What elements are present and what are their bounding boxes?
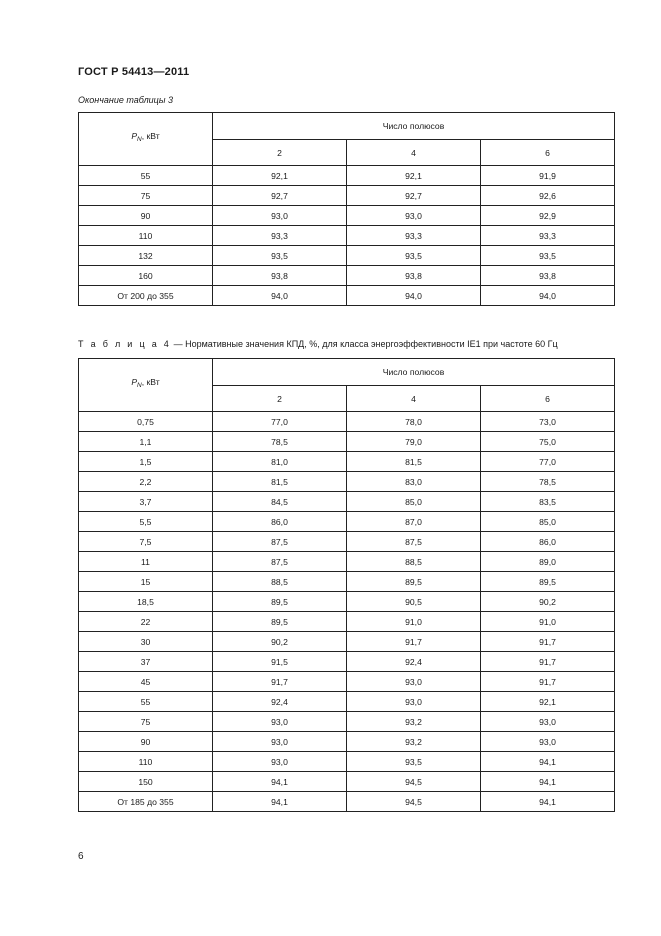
efficiency-cell: 88,5 — [213, 572, 347, 592]
efficiency-cell: 94,5 — [347, 792, 481, 812]
efficiency-cell: 91,7 — [481, 652, 615, 672]
table-row — [79, 166, 615, 186]
power-cell: 90 — [79, 206, 213, 226]
efficiency-cell: 94,0 — [347, 286, 481, 306]
table-row — [79, 652, 615, 672]
table3-body — [79, 166, 615, 306]
table-row — [79, 206, 615, 226]
efficiency-cell: 93,3 — [213, 226, 347, 246]
power-cell: 18,5 — [79, 592, 213, 612]
efficiency-cell: 93,0 — [213, 752, 347, 772]
table3-caption: Окончание таблицы 3 — [78, 95, 173, 105]
efficiency-cell: 93,8 — [213, 266, 347, 286]
efficiency-cell: 92,1 — [347, 166, 481, 186]
table4-pole-2: 2 — [213, 386, 347, 412]
efficiency-cell: 93,5 — [347, 752, 481, 772]
efficiency-cell: 78,5 — [481, 472, 615, 492]
efficiency-cell: 93,0 — [481, 712, 615, 732]
efficiency-cell: 87,0 — [347, 512, 481, 532]
table-row — [79, 452, 615, 472]
efficiency-cell: 91,0 — [347, 612, 481, 632]
power-cell: 11 — [79, 552, 213, 572]
table4-caption — [78, 339, 558, 349]
table-row — [79, 286, 615, 306]
power-cell: От 185 до 355 — [79, 792, 213, 812]
efficiency-cell: 92,4 — [347, 652, 481, 672]
table4-poles-header: Число полюсов — [213, 359, 615, 386]
pn-unit: , кВт — [141, 377, 160, 387]
efficiency-cell: 92,7 — [213, 186, 347, 206]
efficiency-cell: 92,4 — [213, 692, 347, 712]
efficiency-cell: 93,3 — [481, 226, 615, 246]
efficiency-cell: 86,0 — [481, 532, 615, 552]
power-cell: 5,5 — [79, 512, 213, 532]
table3-pole-2: 2 — [213, 140, 347, 166]
table-row — [79, 492, 615, 512]
power-cell: 30 — [79, 632, 213, 652]
efficiency-cell: 85,0 — [347, 492, 481, 512]
table-row — [79, 612, 615, 632]
power-cell: 160 — [79, 266, 213, 286]
efficiency-cell: 89,5 — [481, 572, 615, 592]
power-cell: 1,1 — [79, 432, 213, 452]
efficiency-cell: 84,5 — [213, 492, 347, 512]
table4-power-header — [79, 359, 213, 412]
power-cell: 0,75 — [79, 412, 213, 432]
efficiency-cell: 85,0 — [481, 512, 615, 532]
efficiency-cell: 77,0 — [481, 452, 615, 472]
efficiency-cell: 78,5 — [213, 432, 347, 452]
efficiency-cell: 92,6 — [481, 186, 615, 206]
table-row — [79, 266, 615, 286]
power-cell: 7,5 — [79, 532, 213, 552]
efficiency-cell: 83,5 — [481, 492, 615, 512]
efficiency-cell: 94,1 — [481, 792, 615, 812]
power-cell: 55 — [79, 166, 213, 186]
page-number: 6 — [78, 851, 84, 862]
power-cell: 3,7 — [79, 492, 213, 512]
efficiency-cell: 93,0 — [481, 732, 615, 752]
efficiency-cell: 93,0 — [347, 692, 481, 712]
efficiency-cell: 93,8 — [481, 266, 615, 286]
power-cell: 1,5 — [79, 452, 213, 472]
table4-caption-text: — Нормативные значения КПД, %, для класса энергоэффективности IE1 при частоте 60 Гц — [171, 339, 558, 349]
table-row — [79, 246, 615, 266]
efficiency-cell: 92,1 — [481, 692, 615, 712]
efficiency-cell: 91,7 — [213, 672, 347, 692]
efficiency-cell: 89,5 — [347, 572, 481, 592]
efficiency-cell: 77,0 — [213, 412, 347, 432]
efficiency-cell: 87,5 — [347, 532, 481, 552]
efficiency-cell: 93,8 — [347, 266, 481, 286]
table-row — [79, 672, 615, 692]
efficiency-cell: 93,5 — [347, 246, 481, 266]
table-row — [79, 532, 615, 552]
efficiency-cell: 81,5 — [347, 452, 481, 472]
efficiency-cell: 90,2 — [481, 592, 615, 612]
power-cell: 15 — [79, 572, 213, 592]
efficiency-cell: 93,5 — [481, 246, 615, 266]
table3-power-header — [79, 113, 213, 166]
efficiency-cell: 94,1 — [213, 792, 347, 812]
table-row — [79, 186, 615, 206]
pn-unit: , кВт — [141, 131, 160, 141]
efficiency-cell: 86,0 — [213, 512, 347, 532]
efficiency-cell: 91,5 — [213, 652, 347, 672]
efficiency-cell: 94,1 — [481, 752, 615, 772]
efficiency-cell: 93,0 — [213, 712, 347, 732]
power-cell: 22 — [79, 612, 213, 632]
table-row — [79, 552, 615, 572]
table4-pole-6: 6 — [481, 386, 615, 412]
table3-pole-6: 6 — [481, 140, 615, 166]
document-header: ГОСТ Р 54413—2011 — [78, 66, 190, 78]
table4-body — [79, 412, 615, 812]
table4-caption-label: Т а б л и ц а 4 — [78, 339, 172, 349]
efficiency-cell: 90,2 — [213, 632, 347, 652]
table-row — [79, 712, 615, 732]
power-cell: 110 — [79, 226, 213, 246]
table-row — [79, 732, 615, 752]
efficiency-cell: 93,0 — [347, 672, 481, 692]
table3 — [78, 112, 615, 306]
table-row — [79, 632, 615, 652]
efficiency-cell: 88,5 — [347, 552, 481, 572]
efficiency-cell: 73,0 — [481, 412, 615, 432]
power-cell: 75 — [79, 712, 213, 732]
efficiency-cell: 92,7 — [347, 186, 481, 206]
efficiency-cell: 75,0 — [481, 432, 615, 452]
power-cell: 132 — [79, 246, 213, 266]
efficiency-cell: 94,1 — [481, 772, 615, 792]
power-cell: 45 — [79, 672, 213, 692]
efficiency-cell: 83,0 — [347, 472, 481, 492]
power-cell: 150 — [79, 772, 213, 792]
table-row — [79, 752, 615, 772]
efficiency-cell: 89,0 — [481, 552, 615, 572]
efficiency-cell: 93,0 — [213, 732, 347, 752]
table-row — [79, 692, 615, 712]
table-row — [79, 572, 615, 592]
table-row — [79, 792, 615, 812]
power-cell: 55 — [79, 692, 213, 712]
efficiency-cell: 91,7 — [347, 632, 481, 652]
efficiency-cell: 92,9 — [481, 206, 615, 226]
efficiency-cell: 87,5 — [213, 552, 347, 572]
power-cell: 90 — [79, 732, 213, 752]
efficiency-cell: 91,7 — [481, 672, 615, 692]
efficiency-cell: 91,7 — [481, 632, 615, 652]
efficiency-cell: 81,0 — [213, 452, 347, 472]
table4-pole-4: 4 — [347, 386, 481, 412]
table-row — [79, 472, 615, 492]
efficiency-cell: 93,3 — [347, 226, 481, 246]
efficiency-cell: 92,1 — [213, 166, 347, 186]
table4 — [78, 358, 615, 812]
efficiency-cell: 78,0 — [347, 412, 481, 432]
efficiency-cell: 93,2 — [347, 712, 481, 732]
efficiency-cell: 90,5 — [347, 592, 481, 612]
efficiency-cell: 79,0 — [347, 432, 481, 452]
efficiency-cell: 94,0 — [481, 286, 615, 306]
table3-pole-4: 4 — [347, 140, 481, 166]
power-cell: 75 — [79, 186, 213, 206]
efficiency-cell: 94,5 — [347, 772, 481, 792]
efficiency-cell: 89,5 — [213, 612, 347, 632]
efficiency-cell: 89,5 — [213, 592, 347, 612]
efficiency-cell: 93,0 — [347, 206, 481, 226]
table-row — [79, 512, 615, 532]
table-row — [79, 772, 615, 792]
efficiency-cell: 93,0 — [213, 206, 347, 226]
power-cell: 2,2 — [79, 472, 213, 492]
efficiency-cell: 81,5 — [213, 472, 347, 492]
table-row — [79, 226, 615, 246]
pn-subscript: N — [137, 136, 142, 143]
power-cell: 37 — [79, 652, 213, 672]
table3-poles-header: Число полюсов — [213, 113, 615, 140]
efficiency-cell: 93,2 — [347, 732, 481, 752]
efficiency-cell: 91,0 — [481, 612, 615, 632]
table-row — [79, 592, 615, 612]
pn-subscript: N — [137, 382, 142, 389]
pn-symbol: P — [131, 131, 138, 141]
efficiency-cell: 87,5 — [213, 532, 347, 552]
efficiency-cell: 91,9 — [481, 166, 615, 186]
table-row — [79, 432, 615, 452]
power-cell: 110 — [79, 752, 213, 772]
power-cell: От 200 до 355 — [79, 286, 213, 306]
efficiency-cell: 94,0 — [213, 286, 347, 306]
efficiency-cell: 93,5 — [213, 246, 347, 266]
pn-symbol: P — [131, 377, 138, 387]
efficiency-cell: 94,1 — [213, 772, 347, 792]
table-row — [79, 412, 615, 432]
